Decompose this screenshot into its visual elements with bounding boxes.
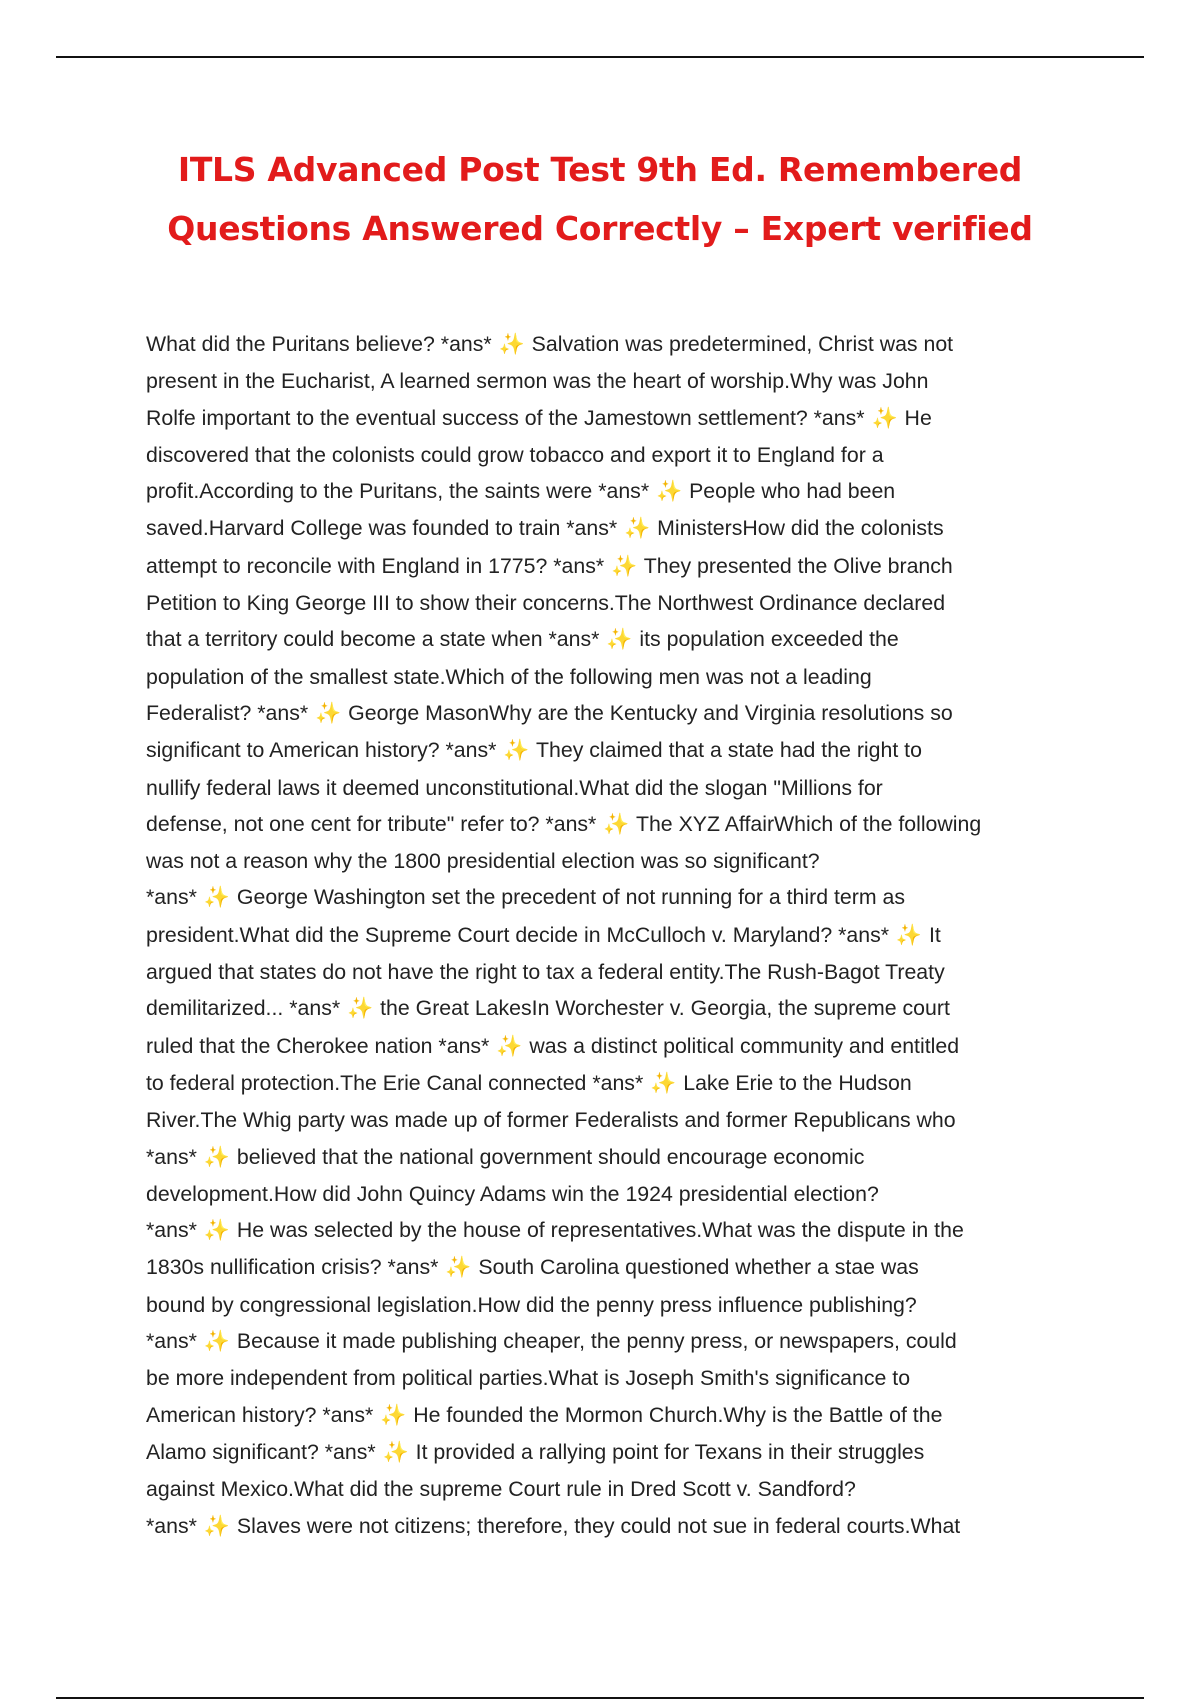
- text-segment: present in the Eucharist, A learned sermon was the heart of worship.Why was John: [146, 369, 929, 394]
- text-segment: They presented the Olive branch: [638, 553, 953, 578]
- text-segment: *ans*: [146, 1513, 203, 1538]
- sparkles-icon: ✨: [895, 923, 923, 947]
- text-segment: Federalist? *ans*: [146, 700, 315, 725]
- sparkles-icon: ✨: [496, 1034, 523, 1058]
- text-line: [146, 1323, 1056, 1360]
- text-segment: He founded the Mormon Church.Why is the Battle of the: [407, 1402, 943, 1427]
- title-line-1: ITLS Advanced Post Test 9th Ed. Remembered: [177, 150, 1023, 189]
- text-line: [146, 1508, 1056, 1545]
- text-segment: was a distinct political community and entitled: [523, 1033, 960, 1058]
- text-segment: *ans*: [146, 1144, 203, 1169]
- text-segment: Rolfe important to the eventual success of the Jamestown settlement? *ans*: [146, 405, 871, 430]
- sparkles-icon: ✨: [656, 480, 683, 504]
- text-line: [146, 400, 1056, 437]
- text-line: [146, 917, 1056, 954]
- text-segment: Salvation was predetermined, Christ was not: [525, 332, 954, 356]
- text-line: [146, 1360, 1056, 1396]
- sparkles-icon: ✨: [382, 1440, 409, 1464]
- text-segment: River.The Whig party was made up of former Federalists and former Republicans who: [146, 1108, 956, 1133]
- question-answer-text: [146, 326, 1056, 1545]
- text-segment: People who had been: [683, 479, 896, 504]
- text-segment: American history? *ans*: [146, 1402, 380, 1427]
- sparkles-icon: ✨: [347, 997, 374, 1021]
- text-line: [146, 806, 1056, 843]
- text-segment: be more independent from political parties.What is Joseph Smith's significance to: [146, 1366, 911, 1391]
- text-line: [146, 954, 1056, 990]
- sparkles-icon: ✨: [380, 1403, 407, 1427]
- text-segment: It provided a rallying point for Texans in their struggles: [409, 1439, 925, 1464]
- top-rule: [56, 56, 1144, 58]
- text-segment: Lake Erie to the Hudson: [677, 1070, 912, 1095]
- text-segment: The XYZ AffairWhich of the following: [630, 811, 982, 836]
- text-line: [146, 1065, 1056, 1102]
- text-segment: believed that the national government should encourage economic: [231, 1144, 865, 1169]
- sparkles-icon: ✨: [603, 812, 630, 836]
- text-segment: ruled that the Cherokee nation *ans*: [146, 1033, 496, 1058]
- text-line: [146, 843, 1056, 879]
- sparkles-icon: ✨: [650, 1071, 677, 1095]
- text-segment: that a territory could become a state when *ans*: [146, 627, 606, 652]
- text-segment: South Carolina questioned whether a stae was: [472, 1255, 919, 1280]
- text-segment: demilitarized... *ans*: [146, 996, 347, 1021]
- text-line: [146, 510, 1056, 547]
- text-segment: They claimed that a state had the right to: [530, 738, 922, 763]
- text-segment: *ans*: [146, 885, 203, 910]
- text-segment: was not a reason why the 1800 presidential election was so significant?: [146, 849, 820, 874]
- sparkles-icon: ✨: [203, 1330, 230, 1354]
- sparkles-icon: ✨: [624, 517, 651, 541]
- document-title: [56, 140, 1144, 258]
- text-line: [146, 770, 1056, 806]
- text-line: [146, 585, 1056, 621]
- sparkles-icon: ✨: [203, 1514, 230, 1538]
- sparkles-icon: ✨: [498, 333, 525, 356]
- sparkles-icon: ✨: [503, 739, 530, 763]
- text-segment: development.How did John Quincy Adams win the 1924 presidential election?: [146, 1181, 879, 1206]
- text-segment: significant to American history? *ans*: [146, 738, 503, 763]
- text-segment: He was selected by the house of representatives.What was the dispute in the: [231, 1218, 964, 1243]
- text-segment: bound by congressional legislation.How did the penny press influence publishing?: [146, 1292, 917, 1317]
- sparkles-icon: ✨: [203, 1219, 230, 1243]
- sparkles-icon: ✨: [203, 1145, 230, 1169]
- title-line-2: Questions Answered Correctly – Expert verified: [167, 209, 1033, 248]
- text-segment: Slaves were not citizens; therefore, they could not sue in federal courts.What: [231, 1513, 961, 1538]
- text-segment: president.What did the Supreme Court decide in McCulloch v. Maryland? *ans*: [146, 922, 895, 947]
- text-line: [146, 1028, 1056, 1065]
- sparkles-icon: ✨: [315, 701, 342, 725]
- text-line: [146, 1102, 1056, 1138]
- text-segment: attempt to reconcile with England in 1775? *ans*: [146, 553, 611, 578]
- text-segment: population of the smallest state.Which of the following men was not a leading: [146, 664, 872, 689]
- text-segment: Because it made publishing cheaper, the penny press, or newspapers, could: [231, 1329, 957, 1354]
- sparkles-icon: ✨: [871, 406, 898, 430]
- text-line: [146, 695, 1056, 732]
- text-line: [146, 363, 1056, 399]
- text-segment: the Great LakesIn Worchester v. Georgia, the supreme court: [374, 996, 950, 1021]
- sparkles-icon: ✨: [203, 886, 230, 910]
- text-line: [146, 548, 1056, 585]
- text-segment: MinistersHow did the colonists: [651, 516, 944, 541]
- text-segment: saved.Harvard College was founded to train *ans*: [146, 516, 624, 541]
- text-line: [146, 1397, 1056, 1434]
- text-line: [146, 326, 1056, 363]
- text-segment: against Mexico.What did the supreme Court rule in Dred Scott v. Sandford?: [146, 1477, 856, 1502]
- text-segment: He: [898, 405, 932, 430]
- text-segment: 1830s nullification crisis? *ans*: [146, 1255, 445, 1280]
- text-segment: *ans*: [146, 1329, 203, 1354]
- text-line: [146, 1471, 1056, 1507]
- text-line: [146, 473, 1056, 510]
- text-segment: defense, not one cent for tribute" refer to? *ans*: [146, 811, 603, 836]
- text-segment: George Washington set the precedent of not running for a third term as: [231, 885, 905, 910]
- sparkles-icon: ✨: [611, 554, 638, 578]
- text-line: [146, 659, 1056, 695]
- text-segment: What did the Puritans believe? *ans*: [146, 332, 498, 356]
- text-line: [146, 1434, 1056, 1471]
- text-line: [146, 1139, 1056, 1176]
- text-line: [146, 990, 1056, 1027]
- text-line: [146, 879, 1056, 916]
- text-segment: argued that states do not have the right to tax a federal entity.The Rush-Bagot Treaty: [146, 960, 945, 985]
- text-segment: profit.According to the Puritans, the saints were *ans*: [146, 479, 656, 504]
- sparkles-icon: ✨: [606, 628, 633, 652]
- text-segment: Petition to King George III to show their concerns.The Northwest Ordinance declared: [146, 591, 946, 616]
- text-line: [146, 437, 1056, 473]
- sparkles-icon: ✨: [445, 1256, 472, 1280]
- text-segment: its population exceeded the: [633, 627, 899, 652]
- text-segment: George MasonWhy are the Kentucky and Virginia resolutions so: [342, 700, 953, 725]
- text-line: [146, 1176, 1056, 1212]
- text-segment: discovered that the colonists could grow tobacco and export it to England for a: [146, 442, 884, 467]
- text-segment: *ans*: [146, 1218, 203, 1243]
- text-segment: It: [923, 922, 941, 947]
- bottom-rule: [56, 1697, 1144, 1699]
- text-line: [146, 1212, 1056, 1249]
- text-segment: nullify federal laws it deemed unconstitutional.What did the slogan "Millions for: [146, 775, 883, 800]
- text-segment: to federal protection.The Erie Canal connected *ans*: [146, 1070, 650, 1095]
- text-line: [146, 621, 1056, 658]
- text-line: [146, 1287, 1056, 1323]
- text-line: [146, 1249, 1056, 1286]
- text-line: [146, 732, 1056, 769]
- text-segment: Alamo significant? *ans*: [146, 1439, 382, 1464]
